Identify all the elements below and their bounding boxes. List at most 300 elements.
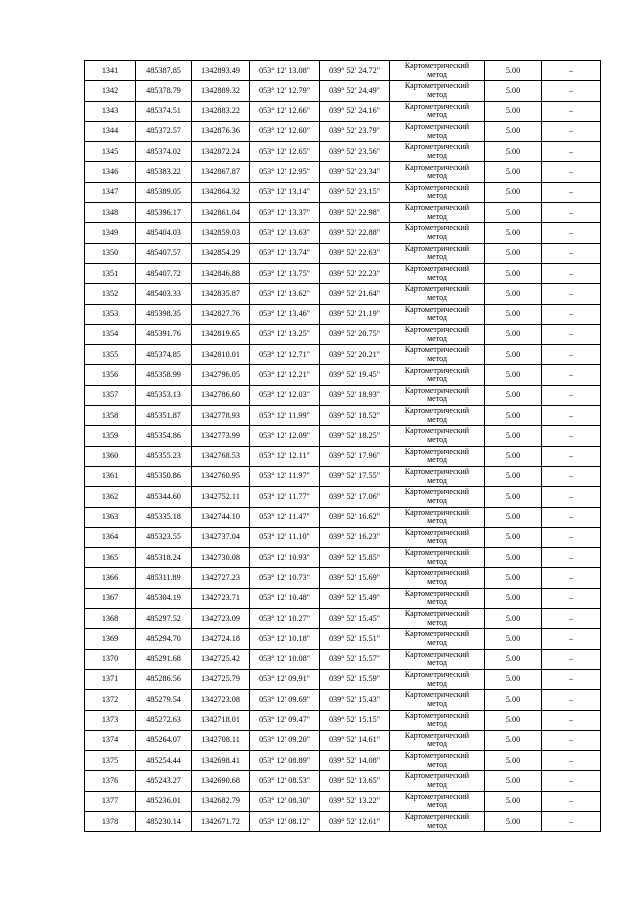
method-line: метод bbox=[427, 658, 447, 668]
method-cell bbox=[390, 629, 485, 649]
latitude-cell: 053° 12' 12.71" bbox=[250, 345, 320, 365]
y-coordinate-cell: 1342859.03 bbox=[192, 223, 250, 243]
table-row bbox=[85, 162, 601, 182]
latitude-cell: 053° 12' 11.77" bbox=[250, 487, 320, 507]
latitude-cell: 053° 12' 08.12" bbox=[250, 811, 320, 831]
y-coordinate-cell: 1342718.01 bbox=[192, 710, 250, 730]
method-cell bbox=[390, 609, 485, 629]
point-number-cell: 1371 bbox=[85, 669, 136, 689]
point-number-cell: 1372 bbox=[85, 690, 136, 710]
point-number-cell: 1362 bbox=[85, 487, 136, 507]
latitude-cell: 053° 12' 12.21" bbox=[250, 365, 320, 385]
accuracy-cell: 5.00 bbox=[485, 568, 542, 588]
longitude-cell: 039° 52' 15.49" bbox=[320, 588, 390, 608]
latitude-cell: 053° 12' 13.37" bbox=[250, 203, 320, 223]
note-cell: – bbox=[542, 690, 601, 710]
x-coordinate-cell: 485372.57 bbox=[136, 121, 192, 141]
note-cell: – bbox=[542, 751, 601, 771]
table-row bbox=[85, 101, 601, 121]
y-coordinate-cell: 1342727.23 bbox=[192, 568, 250, 588]
method-line: Картометрический bbox=[404, 61, 470, 71]
latitude-cell: 053° 12' 11.99" bbox=[250, 406, 320, 426]
point-number-cell: 1366 bbox=[85, 568, 136, 588]
x-coordinate-cell: 485311.89 bbox=[136, 568, 192, 588]
x-coordinate-cell: 485396.17 bbox=[136, 203, 192, 223]
longitude-cell: 039° 52' 16.62" bbox=[320, 507, 390, 527]
table-row bbox=[85, 223, 601, 243]
note-cell: – bbox=[542, 811, 601, 831]
y-coordinate-cell: 1342708.11 bbox=[192, 730, 250, 750]
method-cell bbox=[390, 121, 485, 141]
method-line: метод bbox=[427, 130, 447, 140]
method-line: метод bbox=[427, 780, 447, 790]
table-row bbox=[85, 507, 601, 527]
table-row bbox=[85, 203, 601, 223]
x-coordinate-cell: 485358.99 bbox=[136, 365, 192, 385]
table-row bbox=[85, 751, 601, 771]
method-cell bbox=[390, 385, 485, 405]
latitude-cell: 053° 12' 13.62" bbox=[250, 284, 320, 304]
table-row bbox=[85, 446, 601, 466]
note-cell: – bbox=[542, 345, 601, 365]
table-row bbox=[85, 385, 601, 405]
x-coordinate-cell: 485374.51 bbox=[136, 101, 192, 121]
method-line: Картометрический bbox=[404, 649, 470, 659]
latitude-cell: 053° 12' 09.69" bbox=[250, 690, 320, 710]
method-line: метод bbox=[427, 434, 447, 444]
note-cell: – bbox=[542, 142, 601, 162]
accuracy-cell: 5.00 bbox=[485, 730, 542, 750]
longitude-cell: 039° 52' 17.06" bbox=[320, 487, 390, 507]
y-coordinate-cell: 1342768.53 bbox=[192, 446, 250, 466]
method-line: метод bbox=[427, 516, 447, 526]
method-cell bbox=[390, 263, 485, 283]
accuracy-cell: 5.00 bbox=[485, 751, 542, 771]
longitude-cell: 039° 52' 20.21" bbox=[320, 345, 390, 365]
method-cell bbox=[390, 406, 485, 426]
accuracy-cell: 5.00 bbox=[485, 588, 542, 608]
latitude-cell: 053° 12' 08.30" bbox=[250, 791, 320, 811]
method-cell bbox=[390, 548, 485, 568]
method-line: Картометрический bbox=[404, 365, 470, 375]
method-line: Картометрический bbox=[404, 466, 470, 476]
x-coordinate-cell: 485236.01 bbox=[136, 791, 192, 811]
note-cell: – bbox=[542, 771, 601, 791]
method-line: Картометрический bbox=[404, 345, 470, 355]
y-coordinate-cell: 1342698.41 bbox=[192, 751, 250, 771]
accuracy-cell: 5.00 bbox=[485, 771, 542, 791]
accuracy-cell: 5.00 bbox=[485, 629, 542, 649]
coordinates-table bbox=[84, 60, 601, 832]
longitude-cell: 039° 52' 19.45" bbox=[320, 365, 390, 385]
latitude-cell: 053° 12' 08.89" bbox=[250, 751, 320, 771]
latitude-cell: 053° 12' 12.60" bbox=[250, 121, 320, 141]
latitude-cell: 053° 12' 13.08" bbox=[250, 61, 320, 81]
table-row bbox=[85, 345, 601, 365]
method-line: метод bbox=[427, 495, 447, 505]
y-coordinate-cell: 1342867.87 bbox=[192, 162, 250, 182]
longitude-cell: 039° 52' 21.19" bbox=[320, 304, 390, 324]
x-coordinate-cell: 485264.07 bbox=[136, 730, 192, 750]
point-number-cell: 1349 bbox=[85, 223, 136, 243]
latitude-cell: 053° 12' 12.09" bbox=[250, 426, 320, 446]
longitude-cell: 039° 52' 15.51" bbox=[320, 629, 390, 649]
x-coordinate-cell: 485297.52 bbox=[136, 609, 192, 629]
method-cell bbox=[390, 324, 485, 344]
point-number-cell: 1352 bbox=[85, 284, 136, 304]
latitude-cell: 053° 12' 12.66" bbox=[250, 101, 320, 121]
y-coordinate-cell: 1342773.99 bbox=[192, 426, 250, 446]
x-coordinate-cell: 485407.57 bbox=[136, 243, 192, 263]
method-line: Картометрический bbox=[404, 710, 470, 720]
note-cell: – bbox=[542, 101, 601, 121]
latitude-cell: 053° 12' 12.11" bbox=[250, 446, 320, 466]
y-coordinate-cell: 1342778.93 bbox=[192, 406, 250, 426]
y-coordinate-cell: 1342725.79 bbox=[192, 669, 250, 689]
note-cell: – bbox=[542, 162, 601, 182]
longitude-cell: 039° 52' 13.65" bbox=[320, 771, 390, 791]
accuracy-cell: 5.00 bbox=[485, 121, 542, 141]
table-row bbox=[85, 669, 601, 689]
table-row bbox=[85, 527, 601, 547]
table-row bbox=[85, 365, 601, 385]
x-coordinate-cell: 485230.14 bbox=[136, 811, 192, 831]
method-line: Картометрический bbox=[404, 203, 470, 213]
note-cell: – bbox=[542, 406, 601, 426]
method-cell bbox=[390, 345, 485, 365]
longitude-cell: 039° 52' 15.57" bbox=[320, 649, 390, 669]
accuracy-cell: 5.00 bbox=[485, 811, 542, 831]
x-coordinate-cell: 485389.05 bbox=[136, 182, 192, 202]
y-coordinate-cell: 1342730.08 bbox=[192, 548, 250, 568]
method-line: метод bbox=[427, 820, 447, 830]
latitude-cell: 053° 12' 12.95" bbox=[250, 162, 320, 182]
table-row bbox=[85, 609, 601, 629]
accuracy-cell: 5.00 bbox=[485, 609, 542, 629]
latitude-cell: 053° 12' 09.20" bbox=[250, 730, 320, 750]
note-cell: – bbox=[542, 243, 601, 263]
accuracy-cell: 5.00 bbox=[485, 527, 542, 547]
note-cell: – bbox=[542, 548, 601, 568]
y-coordinate-cell: 1342723.09 bbox=[192, 609, 250, 629]
method-line: Картометрический bbox=[404, 264, 470, 274]
method-line: Картометрический bbox=[404, 751, 470, 761]
method-line: Картометрический bbox=[404, 304, 470, 314]
method-cell bbox=[390, 81, 485, 101]
latitude-cell: 053° 12' 11.47" bbox=[250, 507, 320, 527]
method-line: Картометрический bbox=[404, 609, 470, 619]
latitude-cell: 053° 12' 10.73" bbox=[250, 568, 320, 588]
y-coordinate-cell: 1342760.95 bbox=[192, 466, 250, 486]
longitude-cell: 039° 52' 20.75" bbox=[320, 324, 390, 344]
y-coordinate-cell: 1342796.05 bbox=[192, 365, 250, 385]
table-row bbox=[85, 487, 601, 507]
method-line: метод bbox=[427, 374, 447, 384]
x-coordinate-cell: 485279.54 bbox=[136, 690, 192, 710]
longitude-cell: 039° 52' 14.08" bbox=[320, 751, 390, 771]
accuracy-cell: 5.00 bbox=[485, 142, 542, 162]
accuracy-cell: 5.00 bbox=[485, 284, 542, 304]
table-row bbox=[85, 324, 601, 344]
note-cell: – bbox=[542, 81, 601, 101]
table-body bbox=[85, 61, 601, 832]
table-row bbox=[85, 710, 601, 730]
method-line: Картометрический bbox=[404, 446, 470, 456]
method-cell bbox=[390, 730, 485, 750]
table-row bbox=[85, 730, 601, 750]
longitude-cell: 039° 52' 22.23" bbox=[320, 263, 390, 283]
coordinates-table-page bbox=[84, 60, 600, 832]
method-line: метод bbox=[427, 556, 447, 566]
accuracy-cell: 5.00 bbox=[485, 426, 542, 446]
method-line: Картометрический bbox=[404, 324, 470, 334]
accuracy-cell: 5.00 bbox=[485, 162, 542, 182]
note-cell: – bbox=[542, 669, 601, 689]
latitude-cell: 053° 12' 11.97" bbox=[250, 466, 320, 486]
note-cell: – bbox=[542, 203, 601, 223]
note-cell: – bbox=[542, 121, 601, 141]
method-cell bbox=[390, 466, 485, 486]
point-number-cell: 1342 bbox=[85, 81, 136, 101]
method-line: метод bbox=[427, 414, 447, 424]
accuracy-cell: 5.00 bbox=[485, 466, 542, 486]
table-row bbox=[85, 81, 601, 101]
accuracy-cell: 5.00 bbox=[485, 61, 542, 81]
y-coordinate-cell: 1342864.32 bbox=[192, 182, 250, 202]
longitude-cell: 039° 52' 17.55" bbox=[320, 466, 390, 486]
latitude-cell: 053° 12' 10.93" bbox=[250, 548, 320, 568]
x-coordinate-cell: 485391.76 bbox=[136, 324, 192, 344]
longitude-cell: 039° 52' 23.15" bbox=[320, 182, 390, 202]
latitude-cell: 053° 12' 10.08" bbox=[250, 649, 320, 669]
table-row bbox=[85, 121, 601, 141]
method-line: Картометрический bbox=[404, 182, 470, 192]
y-coordinate-cell: 1342725.42 bbox=[192, 649, 250, 669]
accuracy-cell: 5.00 bbox=[485, 263, 542, 283]
longitude-cell: 039° 52' 23.79" bbox=[320, 121, 390, 141]
point-number-cell: 1367 bbox=[85, 588, 136, 608]
table-row bbox=[85, 568, 601, 588]
point-number-cell: 1354 bbox=[85, 324, 136, 344]
longitude-cell: 039° 52' 15.85" bbox=[320, 548, 390, 568]
method-cell bbox=[390, 365, 485, 385]
method-cell bbox=[390, 690, 485, 710]
x-coordinate-cell: 485378.79 bbox=[136, 81, 192, 101]
note-cell: – bbox=[542, 385, 601, 405]
table-row bbox=[85, 406, 601, 426]
latitude-cell: 053° 12' 12.65" bbox=[250, 142, 320, 162]
method-line: Картометрический bbox=[404, 162, 470, 172]
x-coordinate-cell: 485398.35 bbox=[136, 304, 192, 324]
method-line: метод bbox=[427, 577, 447, 587]
y-coordinate-cell: 1342827.76 bbox=[192, 304, 250, 324]
method-cell bbox=[390, 527, 485, 547]
latitude-cell: 053° 12' 10.18" bbox=[250, 629, 320, 649]
longitude-cell: 039° 52' 23.56" bbox=[320, 142, 390, 162]
note-cell: – bbox=[542, 568, 601, 588]
x-coordinate-cell: 485387.85 bbox=[136, 61, 192, 81]
accuracy-cell: 5.00 bbox=[485, 406, 542, 426]
longitude-cell: 039° 52' 15.43" bbox=[320, 690, 390, 710]
longitude-cell: 039° 52' 15.15" bbox=[320, 710, 390, 730]
note-cell: – bbox=[542, 324, 601, 344]
table-row bbox=[85, 263, 601, 283]
latitude-cell: 053° 12' 10.48" bbox=[250, 588, 320, 608]
y-coordinate-cell: 1342889.32 bbox=[192, 81, 250, 101]
x-coordinate-cell: 485351.87 bbox=[136, 406, 192, 426]
point-number-cell: 1365 bbox=[85, 548, 136, 568]
y-coordinate-cell: 1342810.01 bbox=[192, 345, 250, 365]
y-coordinate-cell: 1342752.11 bbox=[192, 487, 250, 507]
y-coordinate-cell: 1342786.60 bbox=[192, 385, 250, 405]
longitude-cell: 039° 52' 18.25" bbox=[320, 426, 390, 446]
point-number-cell: 1364 bbox=[85, 527, 136, 547]
point-number-cell: 1350 bbox=[85, 243, 136, 263]
method-line: метод bbox=[427, 69, 447, 79]
latitude-cell: 053° 12' 08.53" bbox=[250, 771, 320, 791]
latitude-cell: 053° 12' 13.63" bbox=[250, 223, 320, 243]
accuracy-cell: 5.00 bbox=[485, 649, 542, 669]
method-line: метод bbox=[427, 353, 447, 363]
method-line: Картометрический bbox=[404, 730, 470, 740]
accuracy-cell: 5.00 bbox=[485, 446, 542, 466]
method-line: метод bbox=[427, 637, 447, 647]
y-coordinate-cell: 1342893.49 bbox=[192, 61, 250, 81]
x-coordinate-cell: 485254.44 bbox=[136, 751, 192, 771]
accuracy-cell: 5.00 bbox=[485, 365, 542, 385]
method-line: Картометрический bbox=[404, 690, 470, 700]
method-line: метод bbox=[427, 719, 447, 729]
table-row bbox=[85, 142, 601, 162]
method-cell bbox=[390, 507, 485, 527]
table-row bbox=[85, 426, 601, 446]
method-cell bbox=[390, 446, 485, 466]
point-number-cell: 1347 bbox=[85, 182, 136, 202]
method-cell bbox=[390, 710, 485, 730]
method-line: Картометрический bbox=[404, 507, 470, 517]
method-line: метод bbox=[427, 536, 447, 546]
y-coordinate-cell: 1342723.08 bbox=[192, 690, 250, 710]
point-number-cell: 1374 bbox=[85, 730, 136, 750]
note-cell: – bbox=[542, 426, 601, 446]
accuracy-cell: 5.00 bbox=[485, 487, 542, 507]
longitude-cell: 039° 52' 17.96" bbox=[320, 446, 390, 466]
point-number-cell: 1359 bbox=[85, 426, 136, 446]
y-coordinate-cell: 1342724.18 bbox=[192, 629, 250, 649]
y-coordinate-cell: 1342835.87 bbox=[192, 284, 250, 304]
method-line: метод bbox=[427, 597, 447, 607]
point-number-cell: 1370 bbox=[85, 649, 136, 669]
point-number-cell: 1353 bbox=[85, 304, 136, 324]
method-line: метод bbox=[427, 191, 447, 201]
method-line: Картометрический bbox=[404, 669, 470, 679]
x-coordinate-cell: 485323.55 bbox=[136, 527, 192, 547]
x-coordinate-cell: 485304.19 bbox=[136, 588, 192, 608]
note-cell: – bbox=[542, 365, 601, 385]
point-number-cell: 1358 bbox=[85, 406, 136, 426]
point-number-cell: 1376 bbox=[85, 771, 136, 791]
method-line: метод bbox=[427, 211, 447, 221]
longitude-cell: 039° 52' 21.64" bbox=[320, 284, 390, 304]
method-line: метод bbox=[427, 313, 447, 323]
note-cell: – bbox=[542, 588, 601, 608]
x-coordinate-cell: 485403.33 bbox=[136, 284, 192, 304]
note-cell: – bbox=[542, 446, 601, 466]
table-row bbox=[85, 811, 601, 831]
note-cell: – bbox=[542, 487, 601, 507]
accuracy-cell: 5.00 bbox=[485, 243, 542, 263]
method-cell bbox=[390, 101, 485, 121]
note-cell: – bbox=[542, 791, 601, 811]
table-row bbox=[85, 182, 601, 202]
longitude-cell: 039° 52' 24.49" bbox=[320, 81, 390, 101]
point-number-cell: 1378 bbox=[85, 811, 136, 831]
x-coordinate-cell: 485404.03 bbox=[136, 223, 192, 243]
method-line: Картометрический bbox=[404, 223, 470, 233]
note-cell: – bbox=[542, 304, 601, 324]
table-row bbox=[85, 771, 601, 791]
point-number-cell: 1346 bbox=[85, 162, 136, 182]
latitude-cell: 053° 12' 13.25" bbox=[250, 324, 320, 344]
longitude-cell: 039° 52' 15.59" bbox=[320, 669, 390, 689]
latitude-cell: 053° 12' 13.46" bbox=[250, 304, 320, 324]
method-line: Картометрический bbox=[404, 385, 470, 395]
point-number-cell: 1375 bbox=[85, 751, 136, 771]
point-number-cell: 1341 bbox=[85, 61, 136, 81]
table-row bbox=[85, 466, 601, 486]
x-coordinate-cell: 485335.18 bbox=[136, 507, 192, 527]
accuracy-cell: 5.00 bbox=[485, 710, 542, 730]
accuracy-cell: 5.00 bbox=[485, 791, 542, 811]
method-cell bbox=[390, 649, 485, 669]
method-cell bbox=[390, 223, 485, 243]
method-line: Картометрический bbox=[404, 284, 470, 294]
method-cell bbox=[390, 771, 485, 791]
table-row bbox=[85, 690, 601, 710]
method-line: Картометрический bbox=[404, 81, 470, 91]
y-coordinate-cell: 1342819.65 bbox=[192, 324, 250, 344]
method-line: метод bbox=[427, 617, 447, 627]
accuracy-cell: 5.00 bbox=[485, 690, 542, 710]
method-cell bbox=[390, 284, 485, 304]
method-line: Картометрический bbox=[404, 487, 470, 497]
point-number-cell: 1344 bbox=[85, 121, 136, 141]
latitude-cell: 053° 12' 13.75" bbox=[250, 263, 320, 283]
method-line: Картометрический bbox=[404, 588, 470, 598]
longitude-cell: 039° 52' 24.72" bbox=[320, 61, 390, 81]
x-coordinate-cell: 485272.63 bbox=[136, 710, 192, 730]
method-cell bbox=[390, 162, 485, 182]
latitude-cell: 053° 12' 13.14" bbox=[250, 182, 320, 202]
method-line: Картометрический bbox=[404, 791, 470, 801]
accuracy-cell: 5.00 bbox=[485, 81, 542, 101]
method-line: Картометрический bbox=[404, 629, 470, 639]
method-cell bbox=[390, 426, 485, 446]
note-cell: – bbox=[542, 263, 601, 283]
accuracy-cell: 5.00 bbox=[485, 507, 542, 527]
y-coordinate-cell: 1342744.10 bbox=[192, 507, 250, 527]
x-coordinate-cell: 485383.22 bbox=[136, 162, 192, 182]
x-coordinate-cell: 485354.86 bbox=[136, 426, 192, 446]
longitude-cell: 039° 52' 24.16" bbox=[320, 101, 390, 121]
method-line: метод bbox=[427, 800, 447, 810]
accuracy-cell: 5.00 bbox=[485, 182, 542, 202]
method-cell bbox=[390, 588, 485, 608]
method-cell bbox=[390, 791, 485, 811]
point-number-cell: 1377 bbox=[85, 791, 136, 811]
method-cell bbox=[390, 669, 485, 689]
accuracy-cell: 5.00 bbox=[485, 548, 542, 568]
